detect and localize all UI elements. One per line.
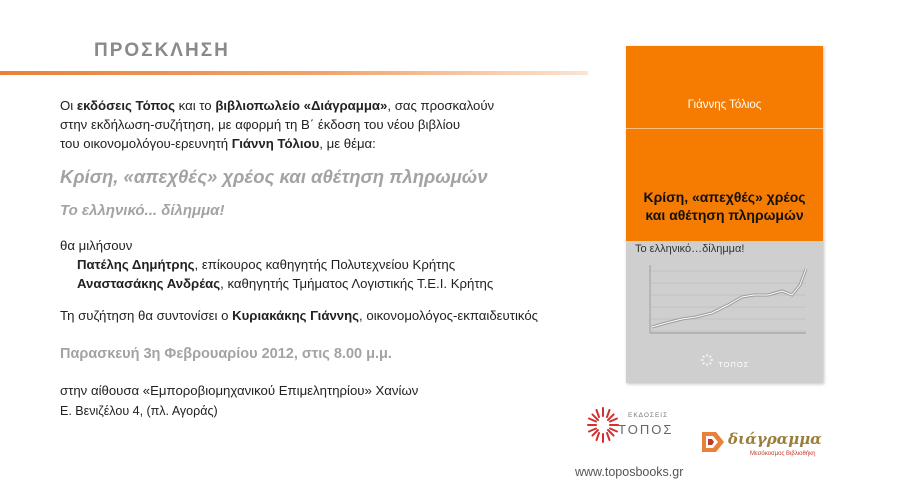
intro-line-2: στην εκδήλωση-συζήτηση, με αφορμή τη Β΄ έκδοση του νέου βιβλίου <box>60 117 461 132</box>
publisher-emblem-icon <box>700 353 714 367</box>
intro-text-part: , με θέμα: <box>319 136 376 151</box>
cover-lower-panel <box>626 241 823 383</box>
topos-logo-small-text: ΕΚΔΟΣΕΙΣ <box>628 412 669 419</box>
book-cover <box>626 46 823 383</box>
speaker-role: , καθηγητής Τμήματος Λογιστικής Τ.Ε.Ι. Κρήτης <box>220 276 494 291</box>
event-theme: Κρίση, «απεχθές» χρέος και αθέτηση πληρωμών <box>60 166 488 187</box>
book-title <box>626 188 823 224</box>
bookstore-name: βιβλιοπωλείο «Διάγραμμα» <box>215 98 388 113</box>
speaker-name: Πατέλης Δημήτρης <box>77 257 195 272</box>
speaker-item <box>60 255 493 274</box>
book-title-line: και αθέτηση πληρωμών <box>645 207 804 223</box>
speakers-section <box>60 236 493 293</box>
topos-logo-text: ΤΟΠΟΣ <box>618 422 674 437</box>
website-link[interactable]: www.toposbooks.gr <box>575 465 684 479</box>
author-name: Γιάννη Τόλιου <box>231 136 320 151</box>
topos-emblem-icon <box>586 406 620 444</box>
diagramma-emblem-icon <box>702 430 724 454</box>
moderator-name: Κυριακάκης Γιάννης <box>232 308 360 323</box>
venue-section <box>60 381 418 421</box>
book-title-line: Κρίση, «απεχθές» χρέος <box>643 189 806 205</box>
intro-text-part: , σας προσκαλούν <box>387 98 495 113</box>
intro-text-part: και το <box>174 98 216 113</box>
publisher-name: εκδόσεις Τόπος <box>76 98 175 113</box>
event-subtitle: Το ελληνικό... δίλημμα! <box>60 202 225 219</box>
page-title: ΠΡΟΣΚΛΗΣΗ <box>94 40 230 61</box>
diagramma-logo-text: διάγραμμα <box>728 430 822 448</box>
moderator-prefix: Τη συζήτηση θα συντονίσει ο <box>60 308 233 323</box>
moderator-line <box>60 308 538 323</box>
intro-text <box>60 96 600 153</box>
intro-text-part: Οι <box>60 98 77 113</box>
cover-divider <box>626 128 823 129</box>
book-author: Γιάννης Τόλιος <box>687 99 762 111</box>
speakers-label: θα μιλήσουν <box>60 238 133 253</box>
venue-name: στην αίθουσα «Εμποροβιομηχανικού Επιμελητηρίου» Χανίων <box>60 383 419 398</box>
event-date: Παρασκευή 3η Φεβρουαρίου 2012, στις 8.00 μ.μ. <box>60 346 392 362</box>
cover-publisher-name: ΤΟΠΟΣ <box>718 360 750 369</box>
intro-text-part: του οικονομολόγου-ερευνητή <box>60 136 232 151</box>
moderator-role: , οικονομολόγος-εκπαιδευτικός <box>359 308 539 323</box>
topos-logo <box>586 406 686 456</box>
speaker-name: Αναστασάκης Ανδρέας <box>77 276 221 291</box>
book-subtitle: Το ελληνικό…δίλημμα! <box>635 243 745 255</box>
speaker-role: , επίκουρος καθηγητής Πολυτεχνείου Κρήτης <box>194 257 456 272</box>
venue-address: Ε. Βενιζέλου 4, (πλ. Αγοράς) <box>60 404 218 418</box>
title-divider <box>0 71 588 75</box>
speaker-item <box>60 274 493 293</box>
cover-publisher <box>626 353 823 372</box>
diagramma-logo <box>702 430 832 470</box>
diagramma-logo-tagline: Μεσόκοσμος Βιβλιοθήκη <box>750 451 816 457</box>
cover-chart-graphic <box>636 261 814 343</box>
